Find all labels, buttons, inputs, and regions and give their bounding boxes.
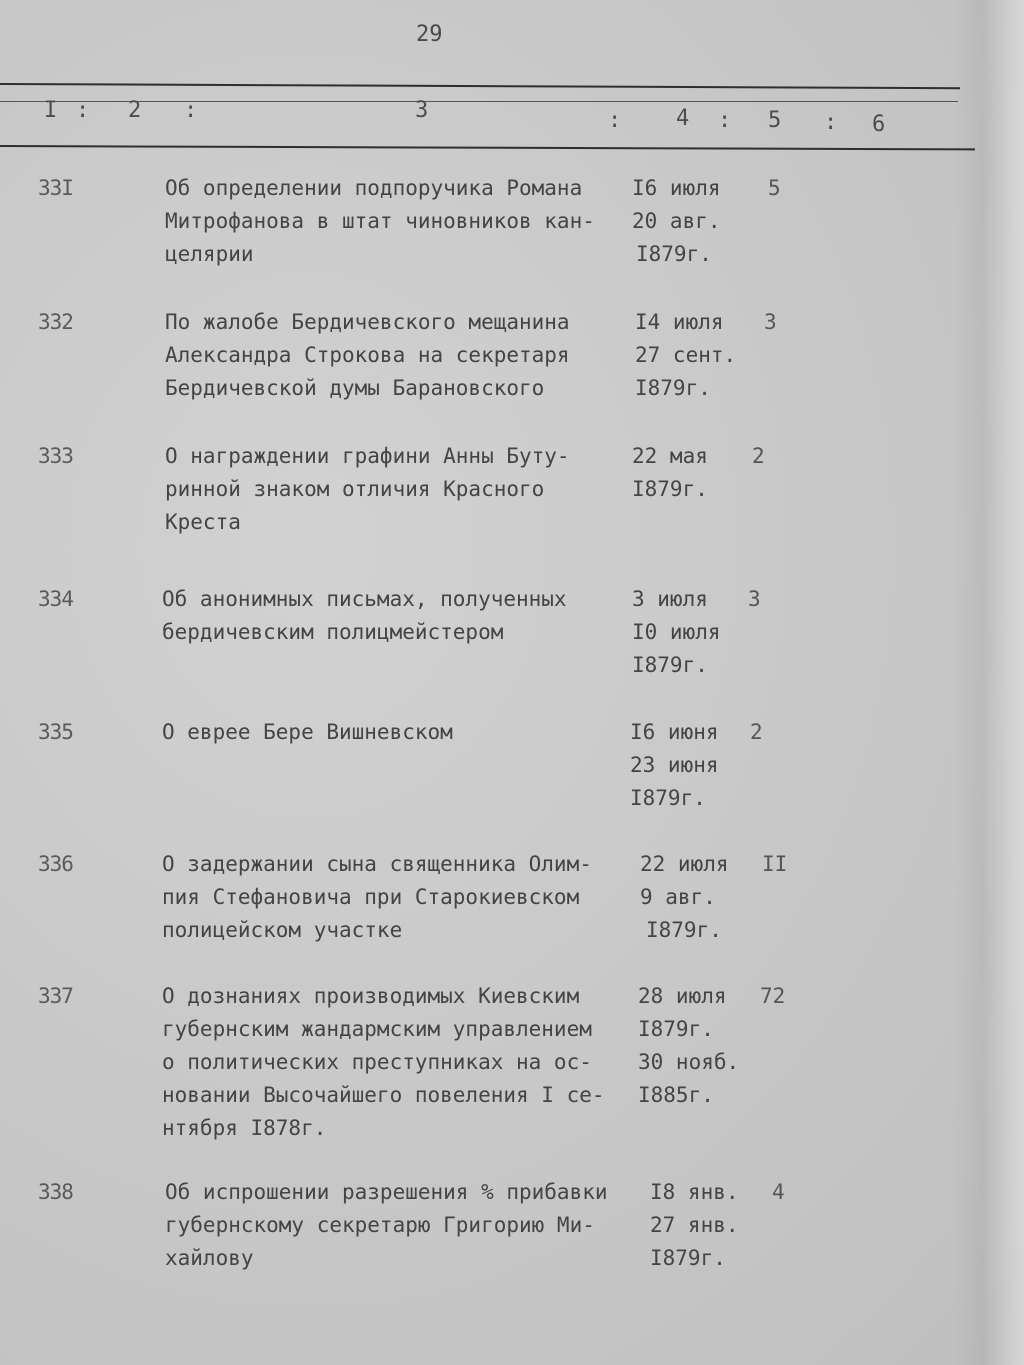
entry-title-line: Бердичевской думы Барановского [165, 376, 545, 400]
entry-dates [630, 716, 760, 815]
entry-title-line: О еврее Бере Вишневском [162, 720, 453, 744]
column-header-4: 4 [676, 106, 690, 131]
entry-title [165, 1176, 635, 1275]
entry-date-line: I879г. [638, 1017, 714, 1041]
entry-dates [650, 1176, 780, 1275]
entry-title [162, 716, 632, 749]
entry-date-line: 22 мая [632, 444, 708, 468]
header-bottom-rule [0, 145, 975, 150]
entry-date-line: 23 июня [630, 753, 719, 777]
column-header-separator: : [718, 108, 732, 133]
entry-dates [638, 980, 768, 1112]
entry-number: 336 [38, 852, 73, 876]
entry-sheet-count: 72 [760, 984, 786, 1008]
entry-sheet-count: 4 [772, 1180, 785, 1204]
entry-date-line: I879г. [635, 376, 711, 400]
entry-sheet-count: 2 [750, 720, 763, 744]
entry-sheet-count: 2 [752, 444, 765, 468]
entry-date-line: 28 июля [638, 984, 727, 1008]
entry-title-line: целярии [165, 242, 254, 266]
header-top-rule [0, 83, 960, 89]
entry-date-line: I6 июля [632, 176, 721, 200]
entry-date-line: 22 июля [640, 852, 729, 876]
entry-title-line: ринной знаком отличия Красного [165, 477, 545, 501]
column-header-separator: : [608, 108, 622, 133]
entry-title-line: Александра Строкова на секретаря [165, 343, 570, 367]
column-header-separator: : [824, 110, 838, 135]
entry-title-line: О дознаниях производимых Киевским [162, 984, 580, 1008]
entry-title [165, 172, 635, 271]
entry-title [162, 848, 632, 947]
entry-date-line: I879г. [636, 242, 712, 266]
entry-date-line: 9 авг. [640, 885, 716, 909]
entry-sheet-count: 3 [764, 310, 777, 334]
entry-title [165, 306, 635, 405]
entry-number: 332 [38, 310, 73, 334]
entry-dates [635, 306, 765, 405]
entry-date-line: I879г. [632, 653, 708, 677]
entry-number: 33I [38, 176, 73, 200]
entry-title [162, 980, 632, 1145]
entry-title-line: губернскому секретарю Григорию Ми- [165, 1213, 595, 1237]
entry-dates [632, 440, 762, 506]
page-edge-shadow [954, 0, 1024, 1365]
entry-title-line: нтября I878г. [162, 1116, 327, 1140]
entry-sheet-count: II [762, 852, 788, 876]
entry-number: 335 [38, 720, 73, 744]
column-header-1: I [44, 98, 58, 123]
column-header-row [0, 98, 1000, 138]
entry-title [162, 583, 632, 649]
entry-date-line: 20 авг. [632, 209, 721, 233]
entry-date-line: I8 янв. [650, 1180, 739, 1204]
entry-title-line: полицейском участке [162, 918, 403, 942]
entry-number: 337 [38, 984, 73, 1008]
entry-date-line: I4 июля [635, 310, 724, 334]
entry-title-line: О награждении графини Анны Буту- [165, 444, 570, 468]
entry-title-line: Митрофанова в штат чиновников кан- [165, 209, 595, 233]
entry-dates [632, 583, 762, 682]
entry-title-line: О задержании сына священника Олим- [162, 852, 592, 876]
entry-title-line: Креста [165, 510, 241, 534]
entry-date-line: I0 июля [632, 620, 721, 644]
entry-title-line: Об испрошении разрешения % прибавки [165, 1180, 608, 1204]
entry-date-line: I885г. [638, 1083, 714, 1107]
entry-number: 338 [38, 1180, 73, 1204]
entry-title-line: По жалобе Бердичевского мещанина [165, 310, 570, 334]
entry-dates [632, 172, 762, 271]
entry-title-line: губернским жандармским управлением [162, 1017, 592, 1041]
entry-date-line: I879г. [650, 1246, 726, 1270]
column-header-5: 5 [768, 108, 782, 133]
column-header-separator: : [76, 98, 90, 123]
entry-date-line: I879г. [630, 786, 706, 810]
entry-title-line: Об анонимных письмах, полученных [162, 587, 567, 611]
entry-title-line: Об определении подпоручика Романа [165, 176, 583, 200]
entry-dates [640, 848, 770, 947]
entry-number: 333 [38, 444, 73, 468]
entry-sheet-count: 3 [748, 587, 761, 611]
entry-date-line: 27 сент. [635, 343, 737, 367]
entry-title-line: хайлову [165, 1246, 254, 1270]
entry-number: 334 [38, 587, 73, 611]
entry-title [165, 440, 635, 539]
column-header-separator: : [184, 98, 198, 123]
entry-title-line: бердичевским полицмейстером [162, 620, 504, 644]
column-header-3: 3 [415, 98, 429, 123]
entry-title-line: о политических преступниках на ос- [162, 1050, 592, 1074]
entry-title-line: новании Высочайшего повеления I се- [162, 1083, 605, 1107]
entry-date-line: I879г. [646, 918, 722, 942]
entry-date-line: I6 июня [630, 720, 719, 744]
entry-date-line: 27 янв. [650, 1213, 739, 1237]
column-header-2: 2 [128, 98, 142, 123]
entry-date-line: I879г. [632, 477, 708, 501]
page-number: 29 [416, 22, 443, 47]
entry-sheet-count: 5 [768, 176, 781, 200]
entry-title-line: пия Стефановича при Старокиевском [162, 885, 580, 909]
column-header-6: 6 [872, 112, 886, 137]
entry-date-line: 3 июля [632, 587, 708, 611]
entry-date-line: 30 нояб. [638, 1050, 740, 1074]
